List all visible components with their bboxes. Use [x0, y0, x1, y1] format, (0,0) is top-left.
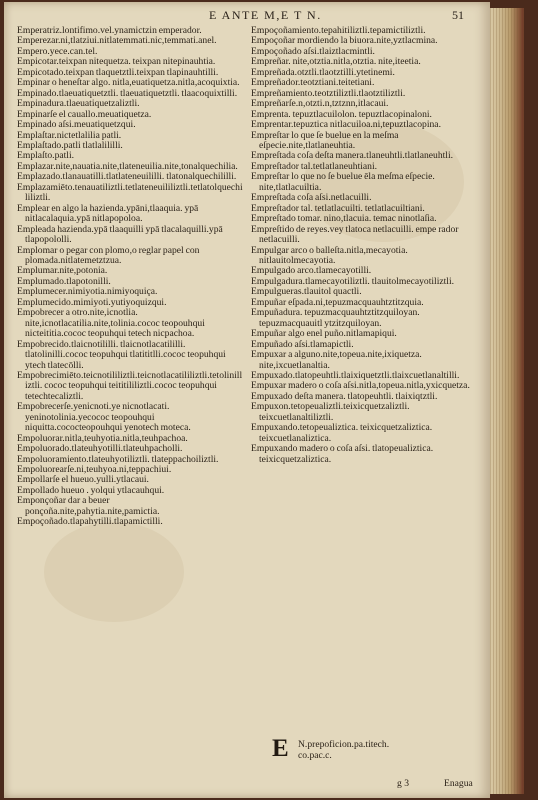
dictionary-entry: Emperezar.ni,tlatziui.nitlatemmati.nic,temmati.anel.: [17, 35, 217, 47]
dictionary-entry: Empreſtada coſa aſsi.netlacuilli.: [251, 192, 372, 204]
dictionary-entry: Emplumado.tlapotonilli.: [17, 275, 111, 287]
dictionary-entry: Emplazar.nite,nauatia.nite,tlateneuilia.nite,tonalquechilia.: [17, 160, 238, 172]
dictionary-entry: Empuxon.tetopeualiztli.teixicquetzaliztli. teixcuetlanaltiliztli.: [251, 401, 410, 423]
dictionary-entry: Empulgado arco.tlamecayotilli.: [251, 265, 372, 277]
running-header: [4, 8, 490, 24]
dictionary-entry: Empoçoñado.tlapahytilli.tlapamictilli.: [17, 516, 163, 528]
dictionary-entry: Emplaſto.patli.: [17, 150, 75, 162]
dictionary-entry: Empobrecer a otro.nite,icnotlia. nite,icnotlacatilia.nite,tolinia.cococ teopouhqui nicteititia.cococ teopuhqui tetech nicpachoa.: [17, 307, 205, 340]
dictionary-entry: Emplaſtar.nictetlalilia patli.: [17, 129, 122, 141]
dictionary-entry: Empuñado aſsi.tlamapictli.: [251, 338, 354, 350]
dictionary-entry: Empreſtador tal.tetlatlaneuhtiani.: [251, 160, 378, 172]
dictionary-entry: Empreſtar lo que no ſe buelue ēla meſma eſpecie. nite,tlatlacuiltia.: [251, 171, 435, 193]
dictionary-entry: Empuxado.tlatopeuhtli.tlaixiquetztli.tlaixcuetlanaltilli.: [251, 369, 460, 381]
dictionary-entry: Empulgadura.tlamecayotiliztli. tlauitolmecayotiliztli.: [251, 275, 455, 287]
signature-mark: g 3: [397, 778, 409, 789]
dictionary-entry: Empinado aſsi.meuatiquetzqui.: [17, 119, 136, 131]
dictionary-entry: Empuxado deſta manera. tlatopeuhtli. tlaixiqtztli.: [251, 390, 438, 402]
dictionary-entry: Empreñada.otztli.tlaotztilli.ytetinemi.: [251, 66, 395, 78]
dictionary-entry: Empinarſe el cauallo.meuatiquetza.: [17, 108, 152, 120]
book-page: [4, 2, 490, 798]
dictionary-entry: Emprenta. tepuztlacuilolon. tepuztlacopinaloni.: [251, 108, 432, 120]
dictionary-entry: Empreñar. nite,otztia.nitla,otztia. nite,iteetia.: [251, 56, 421, 68]
dictionary-entry: Empreſtado tomar. nino,tlacuia. temac ninotlaſia.: [251, 213, 437, 225]
section-heading-line: co.pac.c.: [298, 750, 332, 761]
dictionary-entry: Empicotado.teixpan tlaquetztli.teixpan tlapinauhtilli.: [17, 66, 219, 78]
left-column: [17, 26, 244, 528]
dictionary-entry: Emplumecer.nimiyotia.nimiyoquiça.: [17, 286, 158, 298]
dictionary-entry: Empuxar madero o coſa aſsi.nitla,topeua.nitla,yxicquetza.: [251, 380, 470, 392]
dictionary-entry: Emprentar.tepuztica nitlacuiloa.ni,tepuztlacopina.: [251, 119, 441, 131]
dictionary-entry: Emplazamiēto.tenauatiliztli.tetlateneuililiztli.tetlatolquechililiztli.: [17, 181, 243, 204]
dictionary-entry: Emperatriz.lontifimo.vel.ynamictzin emperador.: [17, 25, 202, 36]
dictionary-entry: Empuñadura. tepuzmacquauhtztitzquiloyan. tepuzmacquauitl ytzitzquiloyan.: [251, 307, 420, 329]
dictionary-entry: Emplear en algo la hazienda.ypāni,tlaaquia. ypā nitlacalaquia.ypā nitlapopoloa.: [17, 202, 199, 225]
dictionary-entry: Empulgueras.tlauitol quactli.: [251, 286, 362, 298]
dictionary-entry: Empuñar eſpada.ni,tepuzmacquauhtztitzquia.: [251, 296, 424, 308]
page-number: 51: [452, 8, 464, 22]
dictionary-entry: Empoçoñar mordiendo la biuora.nite,yztlacmina.: [251, 35, 438, 47]
dictionary-entry: Empreſtar lo que ſe buelue en la meſma eſpecie.nite,tlatlaneuhtia.: [251, 129, 399, 151]
book-fore-edge: [490, 8, 524, 794]
dictionary-entry: Empoluorado.tlateuhyotilli.tlateuhpacholli.: [17, 443, 183, 455]
dictionary-entry: Emplumecido.mimiyoti.yutiyoquizqui.: [17, 296, 167, 308]
paper-stain: [44, 522, 184, 622]
dictionary-entry: Empuñar algo enel puño.nitlamapiqui.: [251, 328, 397, 340]
dictionary-entry: Empoluorearſe.ni,teuhyoa.ni,teppachiui.: [17, 464, 172, 476]
dictionary-entry: Emponçoñar dar a beuer ponçoña.nite,pahytia.nite,pamictia.: [17, 495, 160, 517]
dictionary-entry: Empulgar arco o balleſta.nitla,mecayotia. nitlauitolmecayotia.: [251, 244, 408, 266]
dictionary-entry: Emplomar o pegar con plomo,o reglar papel con plomada.nitlatemetztzua.: [17, 244, 200, 266]
dictionary-entry: Empreſtada coſa deſta manera.tlaneuhtli.tlatlaneuhtli.: [251, 150, 454, 162]
dictionary-entry: Empinado.tlaeuatiquetztli. tlaeuatiquetztli. tlaacoquixtilli.: [17, 87, 238, 99]
dictionary-entry: Empinar o heneſtar algo. nitla,euatiquetza.nitla,acoquixtia.: [17, 77, 240, 89]
catchword: Enagua: [444, 778, 473, 789]
running-title: E ANTE M,E T N.: [209, 8, 322, 22]
dictionary-entry: Empicotar.teixpan nitequetza. teixpan nitepinauhtia.: [17, 56, 216, 68]
dictionary-entry: Empobrecimiēto.teicnotililiztli.teicnotlacatililiztli.tetolinilliztli. cococ teopuhqui teititililiztli.cococ teopuhqui tetechtecaliztli.: [17, 369, 243, 402]
dictionary-entry: Empoluoramiento.tlateuhyotiliztli. tlateppachoiliztli.: [17, 453, 219, 465]
dictionary-entry: Empuxar a alguno.nite,topeua.nite,ixiquetza. nite,ixcuetlanaltia.: [251, 349, 422, 371]
dictionary-entry: Empobrecerſe.yenicnoti.ye nicnotlacati. yeninotolinia.yecococ teopouhqui niquitta.cococteopouhqui yenotech moteca.: [17, 401, 191, 434]
dictionary-entry: Empreſtador tal. tetlatlacuilti. tetlatlacuiltiani.: [251, 202, 425, 214]
dictionary-entry: Empreſtido de reyes.vey tlatoca netlacuilli. empe rador netlacuilli.: [251, 223, 459, 246]
dictionary-entry: Empreñador.teotztiani.teitetiani.: [251, 77, 375, 89]
dictionary-entry: Empero.yece.can.tel.: [17, 45, 98, 57]
dictionary-entry: Empinadura.tlaeuatiquetzaliztli.: [17, 98, 140, 110]
dictionary-entry: Empoçoñamiento.tepahitiliztli.tepamictiliztli.: [251, 25, 426, 36]
dictionary-entry: Emplazado.tlanauatilli.tlatlateneuililli. tlatonalquechililli.: [17, 171, 237, 183]
dictionary-entry: Empollado hueuo . yolqui ytlacauhqui.: [17, 484, 165, 496]
dictionary-entry: Empollarſe el hueuo.yulli.ytlacaui.: [17, 474, 149, 486]
dictionary-entry: Empoçoñado aſsi.tlaiztlacmintli.: [251, 45, 375, 57]
section-heading-line: N.prepoficion.pa.titech.: [298, 739, 390, 750]
dictionary-entry: Emplaſtado.patli tlatlalililli.: [17, 139, 123, 151]
dictionary-entry: Empuxando madero o coſa aſsi. tlatopeualiztica. teixicquetzaliztica.: [251, 443, 434, 465]
drop-cap: E: [272, 735, 289, 762]
right-column: [251, 26, 471, 465]
dictionary-entry: Empleada hazienda.ypā tlaaquilli ypā tlacalaquilli.ypā tlapopololli.: [17, 223, 223, 246]
dictionary-entry: Empobrecido.tlaicnotililli. tlaicnotlacatililli. tlatolinilli.cococ teopuhqui tlatititlli.cococ teopuhqui ytech tlatecōlli.: [17, 338, 226, 371]
dictionary-entry: Empreñamiento.teotztiliztli.tlaotztiliztli.: [251, 87, 406, 99]
dictionary-entry: Emplumar.nite,potonia.: [17, 265, 108, 277]
dictionary-entry: Empoluorar.nitla,teuhyotia.nitla,teuhpachoa.: [17, 432, 188, 444]
dictionary-entry: Empreñarſe.n,otzti.n,tztznn,itlacaui.: [251, 98, 389, 110]
dictionary-entry: Empuxando.tetopeualiztica. teixicquetzaliztica. teixcuetlanaliztica.: [251, 422, 433, 444]
